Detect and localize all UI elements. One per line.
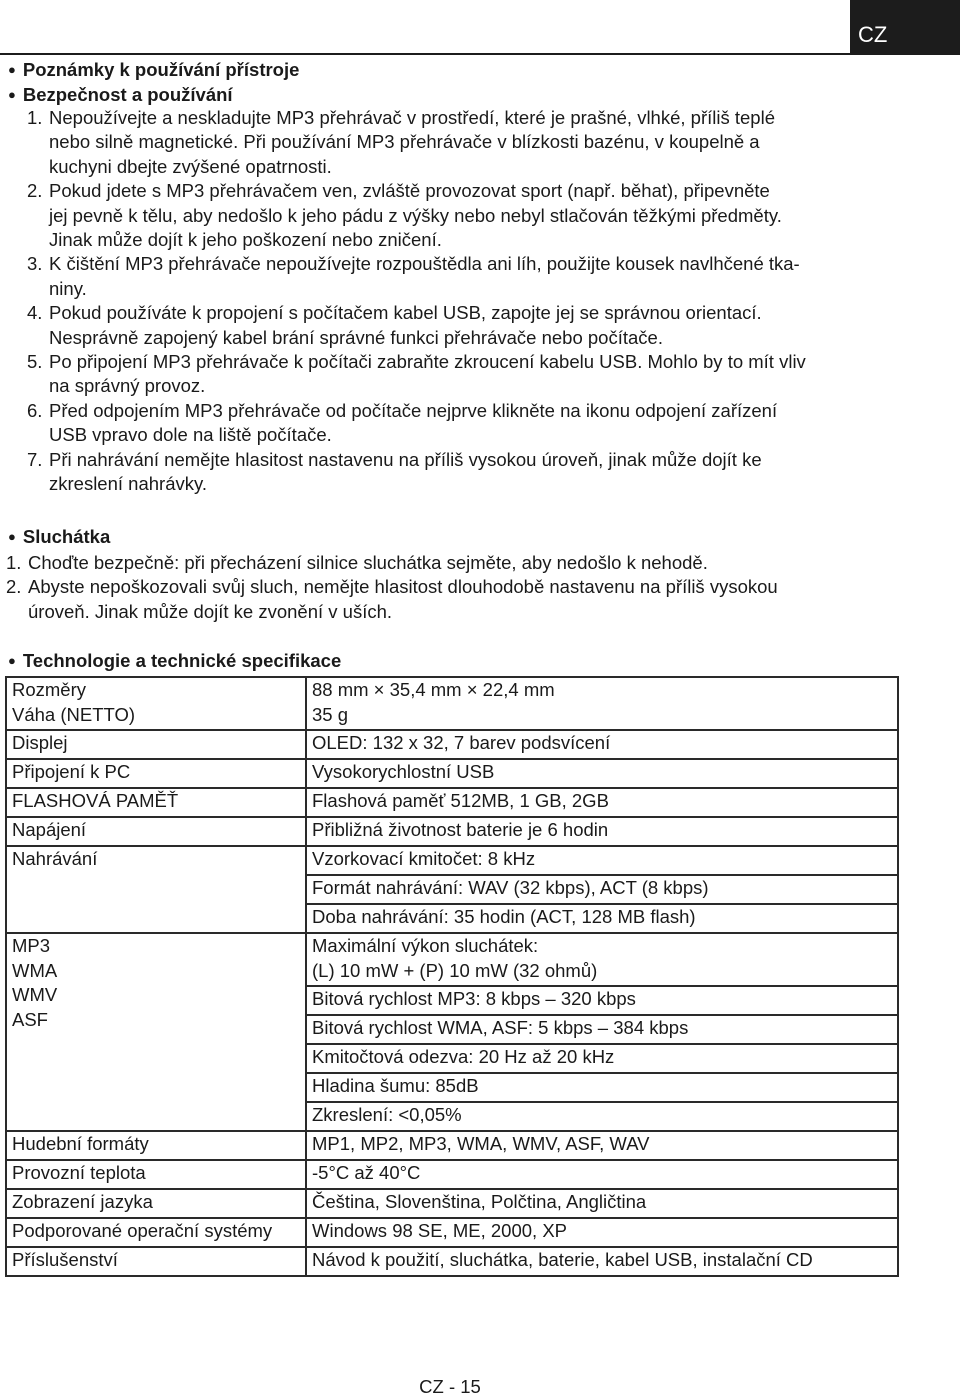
item-number: 6. <box>27 399 43 421</box>
spec-value-text: Návod k použití, sluchátka, baterie, kabel USB, instalační CD <box>312 1249 813 1270</box>
spec-value-text: Zkreslení: <0,05% <box>312 1104 462 1125</box>
spec-label <box>6 1189 306 1218</box>
spec-label-text: MP3 WMA WMV ASF <box>12 935 58 1030</box>
spec-value-text: 88 mm × 35,4 mm × 22,4 mm 35 g <box>312 679 555 725</box>
spec-value <box>306 1102 898 1131</box>
spec-label <box>6 1131 306 1160</box>
table-row <box>6 817 898 846</box>
item-text: K čištění MP3 přehrávače nepoužívejte rozpouštědla ani líh, použijte kousek navlhčené tka- niny. <box>49 253 800 299</box>
table-row <box>6 759 898 788</box>
spec-label-text: Displej <box>12 732 68 753</box>
spec-label <box>6 1247 306 1276</box>
spec-label-text: FLASHOVÁ PAMĚŤ <box>12 790 179 811</box>
spec-label-text: Zobrazení jazyka <box>12 1191 153 1212</box>
spec-value <box>306 759 898 788</box>
item-number: 1. <box>6 552 22 573</box>
item-number: 2. <box>27 180 43 202</box>
spec-value-text: MP1, MP2, MP3, WMA, WMV, ASF, WAV <box>312 1133 650 1154</box>
specs-table <box>5 676 899 1277</box>
spec-value <box>306 788 898 817</box>
spec-label <box>6 1160 306 1189</box>
list-item <box>8 179 908 252</box>
spec-value-text: Vysokorychlostní USB <box>312 761 495 782</box>
headphones-list <box>6 551 906 624</box>
table-row <box>6 677 898 730</box>
spec-value-text: -5°C až 40°C <box>312 1162 421 1183</box>
spec-value <box>306 1073 898 1102</box>
spec-label <box>6 759 306 788</box>
spec-value <box>306 817 898 846</box>
item-text: Po připojení MP3 přehrávače k počítači zabraňte zkroucení kabelu USB. Mohlo by to mít vliv na správný provoz. <box>49 351 806 397</box>
spec-value-text: Čeština, Slovenština, Polčtina, Angličtina <box>312 1191 647 1212</box>
spec-value-text: OLED: 132 x 32, 7 barev podsvícení <box>312 732 611 753</box>
item-text: Abyste nepoškozovali svůj sluch, nemějte hlasitost dlouhodobě nastavenu na příliš vysokou úroveň. Jinak může dojít ke zvonění v uších. <box>28 576 778 622</box>
list-item <box>8 252 908 301</box>
spec-label-text: Hudební formáty <box>12 1133 149 1154</box>
spec-label-text: Rozměry Váha (NETTO) <box>12 679 136 725</box>
spec-value <box>306 1189 898 1218</box>
spec-label <box>6 788 306 817</box>
spec-value <box>306 1015 898 1044</box>
spec-value <box>306 1247 898 1276</box>
table-row <box>6 1247 898 1276</box>
spec-label-text: Podporované operační systémy <box>12 1220 273 1241</box>
section-heading-specs <box>8 650 341 672</box>
spec-label-text: Nahrávání <box>12 848 98 869</box>
spec-value-text: Přibližná životnost baterie je 6 hodin <box>312 819 609 840</box>
spec-label-text: Připojení k PC <box>12 761 131 782</box>
spec-label-text: Příslušenství <box>12 1249 118 1270</box>
spec-value <box>306 904 898 933</box>
table-row <box>6 1131 898 1160</box>
item-text: Pokud používáte k propojení s počítačem kabel USB, zapojte jej se správnou orientací. Nesprávně zapojený kabel brání správné funkci přehrávače nebo počítače. <box>49 302 762 348</box>
spec-label <box>6 846 306 933</box>
spec-value-text: Windows 98 SE, ME, 2000, XP <box>312 1220 568 1241</box>
table-row <box>6 1218 898 1247</box>
item-text: Při nahrávání nemějte hlasitost nastavenu na příliš vysokou úroveň, jinak může dojít ke zkreslení nahrávky. <box>49 448 762 495</box>
bullet-icon: ● <box>8 653 16 668</box>
spec-label <box>6 817 306 846</box>
bullet-icon: ● <box>8 87 16 102</box>
spec-value <box>306 1044 898 1073</box>
spec-value <box>306 986 898 1015</box>
table-row <box>6 1160 898 1189</box>
item-text: Před odpojením MP3 přehrávače od počítače nejprve klikněte na ikonu odpojení zařízení USB vpravo dole na liště počítače. <box>49 399 778 446</box>
spec-value <box>306 933 898 986</box>
spec-label-text: Provozní teplota <box>12 1162 146 1183</box>
section-heading-text: Poznámky k používání přístroje <box>22 59 300 80</box>
spec-label <box>6 677 306 730</box>
table-row <box>6 1189 898 1218</box>
item-text: Nepoužívejte a neskladujte MP3 přehrávač v prostředí, které je prašné, vlhké, příliš teplé nebo silně magnetické. Při používání MP3 přehrávače v blízkosti bazénu, v koupelně a kuchyni dbejte zvýšené opatrnosti. <box>49 107 775 177</box>
page-number: CZ - 15 <box>419 1376 481 1397</box>
list-item <box>6 575 906 624</box>
section-heading-notes <box>8 59 299 81</box>
table-row <box>6 846 898 875</box>
spec-value-text: Kmitočtová odezva: 20 Hz až 20 kHz <box>312 1046 615 1067</box>
list-item <box>6 551 906 575</box>
spec-label <box>6 933 306 1131</box>
item-number: 4. <box>27 302 43 324</box>
item-number: 3. <box>27 253 43 275</box>
spec-label <box>6 1218 306 1247</box>
table-row <box>6 730 898 759</box>
item-text: Choďte bezpečně: při přecházení silnice sluchátka sejměte, aby nedošlo k nehodě. <box>28 552 708 573</box>
spec-label-text: Napájení <box>12 819 87 840</box>
spec-label <box>6 730 306 759</box>
spec-value <box>306 1160 898 1189</box>
item-number: 1. <box>27 107 43 128</box>
spec-value-text: Bitová rychlost MP3: 8 kbps – 320 kbps <box>312 988 636 1009</box>
section-heading-text: Bezpečnost a používání <box>22 84 233 105</box>
item-number: 7. <box>27 448 43 470</box>
item-number: 5. <box>27 351 43 373</box>
spec-value <box>306 677 898 730</box>
spec-value <box>306 875 898 904</box>
item-text: Pokud jdete s MP3 přehrávačem ven, zvláště provozovat sport (např. běhat), připevněte jej pevně k tělu, aby nedošlo k jeho pádu z výšky nebo nebyl stlačován těžkými předměty. Jinak může dojít k jeho poškození nebo zničení. <box>49 180 782 251</box>
section-heading-text: Technologie a technické specifikace <box>22 650 342 671</box>
list-item <box>8 106 908 179</box>
spec-value-text: Vzorkovací kmitočet: 8 kHz <box>312 848 536 869</box>
header-rule <box>0 53 960 55</box>
list-item <box>8 301 908 350</box>
safety-list <box>8 106 908 497</box>
spec-value-text: Hladina šumu: 85dB <box>312 1075 479 1096</box>
bullet-icon: ● <box>8 529 16 544</box>
spec-value-text: Formát nahrávání: WAV (32 kbps), ACT (8 kbps) <box>312 877 709 898</box>
item-number: 2. <box>6 576 22 598</box>
language-tab: CZ <box>850 0 960 53</box>
list-item <box>8 448 908 497</box>
list-item <box>8 399 908 448</box>
spec-value-text: Bitová rychlost WMA, ASF: 5 kbps – 384 kbps <box>312 1017 689 1038</box>
table-row <box>6 788 898 817</box>
spec-value <box>306 1131 898 1160</box>
spec-value-text: Doba nahrávání: 35 hodin (ACT, 128 MB flash) <box>312 906 696 927</box>
table-row <box>6 933 898 986</box>
spec-value <box>306 846 898 875</box>
spec-value <box>306 730 898 759</box>
spec-value-text: Maximální výkon sluchátek: (L) 10 mW + (P) 10 mW (32 ohmů) <box>312 935 598 981</box>
spec-value <box>306 1218 898 1247</box>
section-heading-text: Sluchátka <box>22 526 111 547</box>
bullet-icon: ● <box>8 62 16 77</box>
spec-value-text: Flashová paměť 512MB, 1 GB, 2GB <box>312 790 609 811</box>
section-heading-headphones <box>8 526 110 548</box>
list-item <box>8 350 908 399</box>
section-heading-safety <box>8 84 233 106</box>
